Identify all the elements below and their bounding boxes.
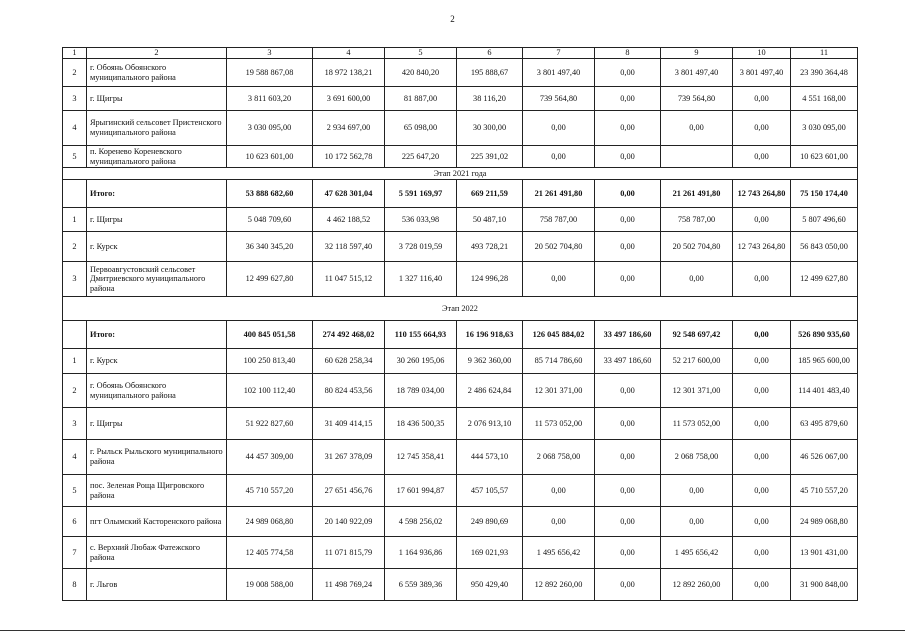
- amount-cell: 1 164 936,86: [385, 537, 457, 569]
- amount-cell: 3 030 095,00: [791, 111, 858, 146]
- amount-cell: 12 301 371,00: [523, 374, 595, 408]
- municipality-name-cell: с. Верхний Любаж Фатежского района: [87, 537, 227, 569]
- page-bottom-edge: [0, 630, 905, 631]
- row-number-cell: 4: [63, 111, 87, 146]
- page-number: 2: [450, 14, 455, 24]
- amount-cell: 31 900 848,00: [791, 569, 858, 601]
- municipality-name-cell: Итого:: [87, 321, 227, 349]
- amount-cell: 0,00: [595, 208, 661, 232]
- municipality-name-cell: г. Обоянь Обоянского муниципального района: [87, 59, 227, 87]
- stage-title: Этап 2021 года: [63, 168, 858, 180]
- amount-cell: 110 155 664,93: [385, 321, 457, 349]
- amount-cell: 0,00: [595, 440, 661, 475]
- amount-cell: 38 116,20: [457, 87, 523, 111]
- municipality-name-cell: г. Щигры: [87, 408, 227, 440]
- amount-cell: 24 989 068,80: [227, 507, 313, 537]
- amount-cell: 20 502 704,80: [523, 232, 595, 262]
- amount-cell: 739 564,80: [523, 87, 595, 111]
- municipality-name-cell: Первоавгустовский сельсовет Дмитриевского муниципального района: [87, 262, 227, 297]
- column-number-cell: 7: [523, 48, 595, 59]
- amount-cell: 16 196 918,63: [457, 321, 523, 349]
- municipality-name-cell: г. Курск: [87, 232, 227, 262]
- amount-cell: 0,00: [733, 475, 791, 507]
- row-number-cell: 5: [63, 146, 87, 168]
- amount-cell: 12 405 774,58: [227, 537, 313, 569]
- table-row: [63, 374, 858, 408]
- amount-cell: 0,00: [661, 475, 733, 507]
- total-row: [63, 321, 858, 349]
- amount-cell: 13 901 431,00: [791, 537, 858, 569]
- amount-cell: 0,00: [733, 262, 791, 297]
- amount-cell: 4 598 256,02: [385, 507, 457, 537]
- amount-cell: 11 573 052,00: [661, 408, 733, 440]
- table-row: [63, 87, 858, 111]
- amount-cell: 185 965 600,00: [791, 349, 858, 374]
- amount-cell: 2 076 913,10: [457, 408, 523, 440]
- amount-cell: 0,00: [523, 475, 595, 507]
- municipality-name-cell: Ярыгинский сельсовет Пристенского муниципального района: [87, 111, 227, 146]
- amount-cell: [661, 146, 733, 168]
- amount-cell: 60 628 258,34: [313, 349, 385, 374]
- amount-cell: 0,00: [523, 262, 595, 297]
- amount-cell: 18 436 500,35: [385, 408, 457, 440]
- amount-cell: 225 647,20: [385, 146, 457, 168]
- amount-cell: 0,00: [733, 537, 791, 569]
- amount-cell: 0,00: [733, 440, 791, 475]
- table-row: [63, 111, 858, 146]
- amount-cell: 24 989 068,80: [791, 507, 858, 537]
- amount-cell: 56 843 050,00: [791, 232, 858, 262]
- amount-cell: 75 150 174,40: [791, 180, 858, 208]
- amount-cell: 0,00: [595, 180, 661, 208]
- table-row: [63, 537, 858, 569]
- amount-cell: 758 787,00: [523, 208, 595, 232]
- column-number-row: [63, 48, 858, 59]
- municipality-name-cell: г. Обоянь Обоянского муниципального района: [87, 374, 227, 408]
- table-row: [63, 475, 858, 507]
- amount-cell: 5 048 709,60: [227, 208, 313, 232]
- amount-cell: 33 497 186,60: [595, 321, 661, 349]
- row-number-cell: 1: [63, 349, 87, 374]
- amount-cell: 526 890 935,60: [791, 321, 858, 349]
- amount-cell: 3 691 600,00: [313, 87, 385, 111]
- amount-cell: 100 250 813,40: [227, 349, 313, 374]
- row-number-cell: 3: [63, 262, 87, 297]
- amount-cell: 0,00: [595, 232, 661, 262]
- stage-row: [63, 297, 858, 321]
- amount-cell: 102 100 112,40: [227, 374, 313, 408]
- amount-cell: 0,00: [733, 374, 791, 408]
- table-row: [63, 208, 858, 232]
- row-number-cell: 6: [63, 507, 87, 537]
- amount-cell: 19 008 588,00: [227, 569, 313, 601]
- amount-cell: 0,00: [595, 111, 661, 146]
- stage-title: Этап 2022: [63, 297, 858, 321]
- municipality-name-cell: пгт Олымский Касторенского района: [87, 507, 227, 537]
- municipality-name-cell: г. Льгов: [87, 569, 227, 601]
- amount-cell: 0,00: [523, 111, 595, 146]
- amount-cell: 2 934 697,00: [313, 111, 385, 146]
- table-row: [63, 262, 858, 297]
- row-number-cell: 3: [63, 87, 87, 111]
- municipality-name-cell: п. Коренево Кореневского муниципального района: [87, 146, 227, 168]
- amount-cell: 0,00: [661, 262, 733, 297]
- amount-cell: 2 068 758,00: [523, 440, 595, 475]
- row-number-cell: 3: [63, 408, 87, 440]
- table-row: [63, 569, 858, 601]
- amount-cell: 12 499 627,80: [791, 262, 858, 297]
- row-number-cell: 8: [63, 569, 87, 601]
- row-number-cell: 7: [63, 537, 87, 569]
- amount-cell: 0,00: [595, 374, 661, 408]
- column-number-cell: 5: [385, 48, 457, 59]
- amount-cell: 0,00: [661, 507, 733, 537]
- amount-cell: 12 743 264,80: [733, 232, 791, 262]
- amount-cell: 12 743 264,80: [733, 180, 791, 208]
- amount-cell: 50 487,10: [457, 208, 523, 232]
- amount-cell: 33 497 186,60: [595, 349, 661, 374]
- amount-cell: 0,00: [733, 321, 791, 349]
- amount-cell: 31 409 414,15: [313, 408, 385, 440]
- total-row: [63, 180, 858, 208]
- amount-cell: 0,00: [595, 537, 661, 569]
- amount-cell: 3 728 019,59: [385, 232, 457, 262]
- amount-cell: 45 710 557,20: [227, 475, 313, 507]
- amount-cell: 11 498 769,24: [313, 569, 385, 601]
- amount-cell: 44 457 309,00: [227, 440, 313, 475]
- table-row: [63, 408, 858, 440]
- amount-cell: 63 495 879,60: [791, 408, 858, 440]
- column-number-cell: 2: [87, 48, 227, 59]
- amount-cell: 3 030 095,00: [227, 111, 313, 146]
- amount-cell: 536 033,98: [385, 208, 457, 232]
- amount-cell: 1 327 116,40: [385, 262, 457, 297]
- amount-cell: 10 623 601,00: [227, 146, 313, 168]
- amount-cell: 9 362 360,00: [457, 349, 523, 374]
- amount-cell: 3 801 497,40: [733, 59, 791, 87]
- amount-cell: 249 890,69: [457, 507, 523, 537]
- table-row: [63, 59, 858, 87]
- amount-cell: 0,00: [733, 208, 791, 232]
- amount-cell: 45 710 557,20: [791, 475, 858, 507]
- amount-cell: 21 261 491,80: [661, 180, 733, 208]
- amount-cell: 23 390 364,48: [791, 59, 858, 87]
- amount-cell: 19 588 867,08: [227, 59, 313, 87]
- amount-cell: 195 888,67: [457, 59, 523, 87]
- table-row: [63, 349, 858, 374]
- amount-cell: 950 429,40: [457, 569, 523, 601]
- amount-cell: 225 391,02: [457, 146, 523, 168]
- amount-cell: 12 301 371,00: [661, 374, 733, 408]
- amount-cell: 1 495 656,42: [523, 537, 595, 569]
- column-number-cell: 3: [227, 48, 313, 59]
- amount-cell: 0,00: [595, 408, 661, 440]
- amount-cell: 3 801 497,40: [523, 59, 595, 87]
- amount-cell: 0,00: [733, 507, 791, 537]
- amount-cell: 32 118 597,40: [313, 232, 385, 262]
- amount-cell: 0,00: [733, 87, 791, 111]
- row-number-cell: [63, 180, 87, 208]
- amount-cell: 20 502 704,80: [661, 232, 733, 262]
- amount-cell: 12 892 260,00: [523, 569, 595, 601]
- amount-cell: 0,00: [523, 507, 595, 537]
- amount-cell: 169 021,93: [457, 537, 523, 569]
- amount-cell: 30 300,00: [457, 111, 523, 146]
- row-number-cell: 5: [63, 475, 87, 507]
- amount-cell: 31 267 378,09: [313, 440, 385, 475]
- column-number-cell: 1: [63, 48, 87, 59]
- amount-cell: 0,00: [523, 146, 595, 168]
- amount-cell: 12 745 358,41: [385, 440, 457, 475]
- amount-cell: 758 787,00: [661, 208, 733, 232]
- municipality-name-cell: г. Рыльск Рыльского муниципального района: [87, 440, 227, 475]
- column-number-cell: 9: [661, 48, 733, 59]
- municipality-name-cell: г. Курск: [87, 349, 227, 374]
- municipality-name-cell: г. Щигры: [87, 208, 227, 232]
- column-number-cell: 8: [595, 48, 661, 59]
- amount-cell: 12 499 627,80: [227, 262, 313, 297]
- amount-cell: 5 807 496,60: [791, 208, 858, 232]
- amount-cell: 47 628 301,04: [313, 180, 385, 208]
- amount-cell: 18 972 138,21: [313, 59, 385, 87]
- amount-cell: 420 840,20: [385, 59, 457, 87]
- budget-table: [62, 47, 858, 601]
- amount-cell: 4 551 168,00: [791, 87, 858, 111]
- column-number-cell: 11: [791, 48, 858, 59]
- table-row: [63, 232, 858, 262]
- amount-cell: 5 591 169,97: [385, 180, 457, 208]
- row-number-cell: 1: [63, 208, 87, 232]
- amount-cell: 126 045 884,02: [523, 321, 595, 349]
- amount-cell: 493 728,21: [457, 232, 523, 262]
- amount-cell: 11 071 815,79: [313, 537, 385, 569]
- amount-cell: 80 824 453,56: [313, 374, 385, 408]
- amount-cell: 51 922 827,60: [227, 408, 313, 440]
- amount-cell: 0,00: [595, 262, 661, 297]
- table-row: [63, 440, 858, 475]
- amount-cell: 27 651 456,76: [313, 475, 385, 507]
- municipality-name-cell: пос. Зеленая Роща Щигровского района: [87, 475, 227, 507]
- column-number-cell: 6: [457, 48, 523, 59]
- row-number-cell: 2: [63, 59, 87, 87]
- amount-cell: 17 601 994,87: [385, 475, 457, 507]
- amount-cell: 21 261 491,80: [523, 180, 595, 208]
- amount-cell: 81 887,00: [385, 87, 457, 111]
- amount-cell: 36 340 345,20: [227, 232, 313, 262]
- column-number-cell: 10: [733, 48, 791, 59]
- row-number-cell: 2: [63, 374, 87, 408]
- amount-cell: 274 492 468,02: [313, 321, 385, 349]
- amount-cell: 53 888 682,60: [227, 180, 313, 208]
- amount-cell: 669 211,59: [457, 180, 523, 208]
- amount-cell: 3 811 603,20: [227, 87, 313, 111]
- amount-cell: 114 401 483,40: [791, 374, 858, 408]
- amount-cell: 3 801 497,40: [661, 59, 733, 87]
- municipality-name-cell: Итого:: [87, 180, 227, 208]
- amount-cell: 0,00: [595, 475, 661, 507]
- stage-row: [63, 168, 858, 180]
- amount-cell: 0,00: [733, 111, 791, 146]
- amount-cell: 12 892 260,00: [661, 569, 733, 601]
- amount-cell: 0,00: [595, 59, 661, 87]
- amount-cell: 1 495 656,42: [661, 537, 733, 569]
- row-number-cell: 2: [63, 232, 87, 262]
- amount-cell: 10 623 601,00: [791, 146, 858, 168]
- amount-cell: 400 845 051,58: [227, 321, 313, 349]
- amount-cell: 65 098,00: [385, 111, 457, 146]
- amount-cell: 0,00: [733, 569, 791, 601]
- amount-cell: 46 526 067,00: [791, 440, 858, 475]
- amount-cell: 457 105,57: [457, 475, 523, 507]
- column-number-cell: 4: [313, 48, 385, 59]
- amount-cell: 2 068 758,00: [661, 440, 733, 475]
- amount-cell: 4 462 188,52: [313, 208, 385, 232]
- amount-cell: 0,00: [733, 349, 791, 374]
- amount-cell: 0,00: [595, 146, 661, 168]
- amount-cell: 0,00: [661, 111, 733, 146]
- row-number-cell: [63, 321, 87, 349]
- amount-cell: 0,00: [595, 507, 661, 537]
- amount-cell: 20 140 922,09: [313, 507, 385, 537]
- amount-cell: 2 486 624,84: [457, 374, 523, 408]
- amount-cell: 0,00: [733, 408, 791, 440]
- amount-cell: 85 714 786,60: [523, 349, 595, 374]
- municipality-name-cell: г. Щигры: [87, 87, 227, 111]
- amount-cell: 739 564,80: [661, 87, 733, 111]
- amount-cell: 11 573 052,00: [523, 408, 595, 440]
- row-number-cell: 4: [63, 440, 87, 475]
- table-row: [63, 146, 858, 168]
- amount-cell: 0,00: [595, 569, 661, 601]
- amount-cell: 6 559 389,36: [385, 569, 457, 601]
- table-row: [63, 507, 858, 537]
- amount-cell: 444 573,10: [457, 440, 523, 475]
- amount-cell: 0,00: [733, 146, 791, 168]
- amount-cell: 18 789 034,00: [385, 374, 457, 408]
- amount-cell: 124 996,28: [457, 262, 523, 297]
- amount-cell: 92 548 697,42: [661, 321, 733, 349]
- amount-cell: 11 047 515,12: [313, 262, 385, 297]
- amount-cell: 10 172 562,78: [313, 146, 385, 168]
- amount-cell: 52 217 600,00: [661, 349, 733, 374]
- amount-cell: 0,00: [595, 87, 661, 111]
- amount-cell: 30 260 195,06: [385, 349, 457, 374]
